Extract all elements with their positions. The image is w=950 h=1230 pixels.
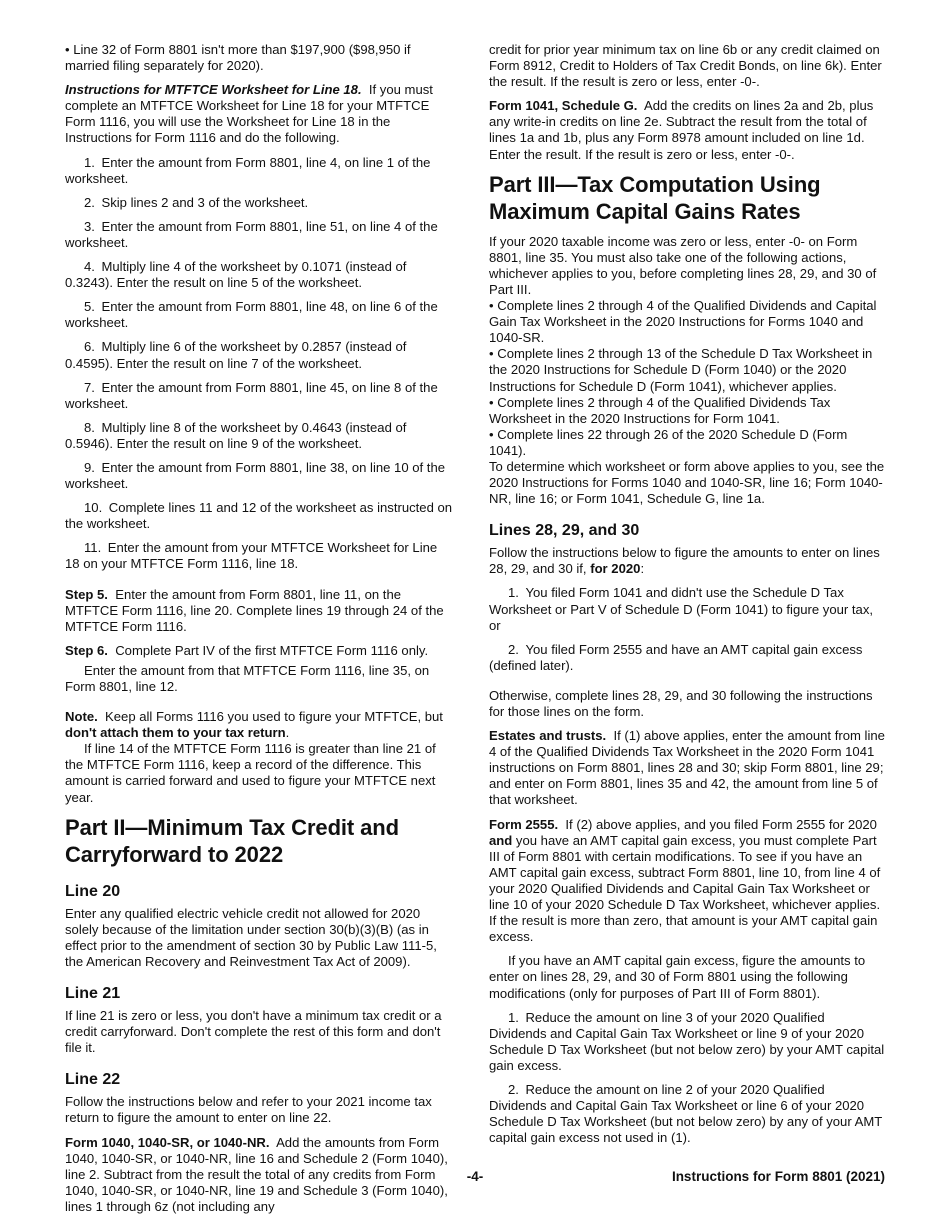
step-item: 11. Enter the amount from your MTFTCE Worksheet for Line 18 on your MTFTCE Form 1116, line 18. [65, 540, 438, 572]
right-column [489, 42, 885, 1154]
step5-paragraph [65, 587, 453, 635]
part3-bullet: • Complete lines 2 through 4 of the Qualified Dividends and Capital Gain Tax Worksheet in the 2020 Instructions for Forms 1040 and 1040-SR. [489, 298, 885, 346]
step6-label: Step 6. [65, 642, 108, 658]
mtftce-text: If you must complete an MTFTCE Worksheet for Line 18 for your MTFTCE Form 1116, you will use the Worksheet for Line 18 in the Instructions for Form 1116 and do the following. [65, 82, 433, 146]
modification-item: 1. Reduce the amount on line 3 of your 2020 Qualified Dividends and Capital Gain Tax Worksheet or line 9 of your 2020 Schedule D Tax Worksheet (but not below zero) by your AMT capital gain excess. [489, 1009, 885, 1073]
form1040-label: Form 1040, 1040-SR, or 1040-NR. [65, 1134, 270, 1150]
step-item: 7. Enter the amount from Form 8801, line 45, on line 8 of the worksheet. [65, 379, 438, 411]
page-number: -4- [466, 1169, 484, 1184]
lines2830-text [489, 545, 885, 577]
estates-label: Estates and trusts. [489, 728, 607, 744]
mtftce-heading: Instructions for MTFTCE Worksheet for Line 18. [65, 82, 362, 98]
step-item: 8. Multiply line 8 of the worksheet by 0.4643 (instead of 0.5946). Enter the result on line 9 of the worksheet. [65, 419, 407, 451]
part3-bullet: • Complete lines 2 through 4 of the Qualified Dividends Tax Worksheet in the 2020 Instructions for Form 1041. [489, 395, 885, 427]
step6-text: Complete Part IV of the first MTFTCE Form 1116 only. [115, 642, 429, 658]
step6-paragraph [65, 643, 453, 659]
note-label: Note. [65, 709, 98, 725]
line20-heading: Line 20 [65, 882, 121, 900]
step-item: 3. Enter the amount from Form 8801, line 51, on line 4 of the worksheet. [65, 218, 438, 250]
part3-title: Part III—Tax Computation Using Maximum Capital Gains Rates [489, 171, 821, 224]
lines2830-heading: Lines 28, 29, and 30 [489, 522, 640, 540]
estates-text: If (1) above applies, enter the amount from line 4 of the Qualified Dividends Tax Worksheet in the 2020 Form 1041 instructions on Form 8801, lines 28 and 30; skip Form 8801, line 29; and enter on Form 8801, lines 35 and 42, the amount from line 5 of that worksheet. [489, 728, 885, 808]
note-end: . [285, 725, 290, 741]
step5-text: Enter the amount from Form 8801, line 11, on the MTFTCE Form 1116, line 20. Complete lines 19 through 24 of the MTFTCE Form 1116. [65, 586, 444, 634]
form1041g-paragraph [489, 98, 885, 162]
step5-label: Step 5. [65, 586, 108, 602]
step-item: 1. Enter the amount from Form 8801, line 4, on line 1 of the worksheet. [65, 154, 431, 186]
line20-text: Enter any qualified electric vehicle credit not allowed for 2020 solely because of the limitation under section 30(b)(3)(B) (as in effect prior to the amendment of section 30 by Public Law 111-5, the American Recovery and Reinvestment Tax Act of 2009). [65, 905, 437, 969]
left-column [65, 42, 453, 1223]
lines2830-bold: for 2020 [590, 561, 641, 577]
form1041g-text: Add the credits on lines 2a and 2b, plus any write-in credits on line 2e. Subtract the result from the total of lines 1a and 1b, plus any Form 8978 amount included on line 1d. Enter the result. If the result is zero or less, enter -0-. [489, 98, 874, 162]
line21-text: If line 21 is zero or less, you don't have a minimum tax credit or a credit carryforward. Don't complete the rest of this form and don't file it. [65, 1008, 442, 1056]
line21-heading: Line 21 [65, 985, 121, 1003]
form2555-text-1: If (2) above applies, and you filed Form 2555 for 2020 [565, 816, 877, 832]
part2-title: Part II—Minimum Tax Credit and Carryforward to 2022 [65, 814, 399, 867]
part3-bullet: • Complete lines 2 through 13 of the Schedule D Tax Worksheet in the 2020 Instructions for Schedule D (Form 1040) or the 2020 Instructions for Schedule D (Form 1041), whichever applies. [489, 346, 885, 394]
mtftce-instructions [65, 82, 453, 146]
amt-excess-text: If you have an AMT capital gain excess, figure the amounts to enter on lines 28, 29, and 30 of Form 8801 using the following modifications (only for purposes of Part III of Form 8801). [489, 953, 866, 1001]
form2555-and: and [489, 832, 513, 848]
line22-text: Follow the instructions below and refer to your 2021 income tax return to figure the amount to enter on line 22. [65, 1094, 432, 1126]
form1040-text: Add the amounts from Form 1040, 1040-SR, or 1040-NR, line 16 and Schedule 2 (Form 1040), line 2. Subtract from the result the total of any credits from Form 1040, 1040-SR, or 1040-NR, line 19 and Schedule 3 (Form 1040), lines 1 through 6z (not including any [65, 1134, 448, 1214]
lines2830-end: : [640, 561, 645, 577]
form2555-paragraph [489, 817, 885, 946]
form2555-label: Form 2555. [489, 816, 559, 832]
step-item: 4. Multiply line 4 of the worksheet by 0.1071 (instead of 0.3243). Enter the result on line 5 of the worksheet. [65, 259, 407, 291]
bullet-line32: • Line 32 of Form 8801 isn't more than $197,900 ($98,950 if married filing separately for 2020). [65, 42, 453, 74]
continued-text: credit for prior year minimum tax on line 6b or any credit claimed on Form 8912, Credit to Holders of Tax Credit Bonds, on line 6k). Enter the result. If the result is zero or less, enter -0-. [489, 42, 882, 90]
step-item: 9. Enter the amount from Form 8801, line 38, on line 10 of the worksheet. [65, 459, 446, 492]
part3-intro: If your 2020 taxable income was zero or less, enter -0- on Form 8801, line 35. You must also take one of the following actions, whichever applies to you, before completing lines 28, 29, and 30 of Part III. [489, 233, 877, 297]
step-item: 10. Complete lines 11 and 12 of the worksheet as instructed on the worksheet. [65, 500, 453, 532]
form1041g-label: Form 1041, Schedule G. [489, 98, 638, 114]
line22-heading: Line 22 [65, 1071, 121, 1089]
step-item: 5. Enter the amount from Form 8801, line 48, on line 6 of the worksheet. [65, 299, 438, 331]
otherwise-text: Otherwise, complete lines 28, 29, and 30 following the instructions for those lines on the form. [489, 687, 873, 719]
step-item: 2. Skip lines 2 and 3 of the worksheet. [84, 194, 309, 210]
modification-item: 2. Reduce the amount on line 2 of your 2020 Qualified Dividends and Capital Gain Tax Worksheet or line 6 of your 2020 Schedule D Tax Worksheet (but not below zero) by any of your AMT capital gain excess not used in (1). [489, 1081, 883, 1146]
document-title: Instructions for Form 8801 (2021) [671, 1169, 885, 1184]
condition-item: 2. You filed Form 2555 and have an AMT capital gain excess (defined later). [489, 641, 863, 673]
estates-paragraph [489, 728, 885, 808]
form2555-text-2: you have an AMT capital gain excess, you must complete Part III of Form 8801 with certain modifications. To see if you have an AMT capital gain excess, subtract Form 8801, line 10, from line 4 of your 2020 Qualified Dividends and Capital Gain Tax Worksheet or line 10 of your 2020 Schedule D Tax Worksheet, whichever applies. If the result is more than zero, that amount is your AMT capital gain excess. [489, 832, 881, 945]
note-text: Keep all Forms 1116 you used to figure your MTFTCE, but [105, 709, 443, 725]
note-paragraph-2: If line 14 of the MTFTCE Form 1116 is greater than line 21 of the MTFTCE Form 1116, keep a record of the difference. This amount is carried forward and used to figure your MTFTCE next year. [65, 741, 436, 805]
step6-text-2: Enter the amount from that MTFTCE Form 1116, line 35, on Form 8801, line 12. [65, 662, 430, 694]
lines2830-text-main: Follow the instructions below to figure the amounts to enter on lines 28, 29, and 30 if, [489, 545, 880, 577]
step-item: 6. Multiply line 6 of the worksheet by 0.2857 (instead of 0.4595). Enter the result on line 7 of the worksheet. [65, 339, 407, 371]
note-paragraph [65, 709, 453, 741]
part3-bullet: • Complete lines 22 through 26 of the 2020 Schedule D (Form 1041). [489, 427, 885, 459]
condition-item: 1. You filed Form 1041 and didn't use the Schedule D Tax Worksheet or Part V of Schedule D (Form 1041) to figure your tax, or [489, 585, 874, 633]
note-bold: don't attach them to your tax return [65, 725, 286, 741]
determine-text: To determine which worksheet or form above applies to you, see the 2020 Instructions for Forms 1040 and 1040-SR, line 16; Form 1040-NR, line 16; or Form 1041, Schedule G, line 1a. [489, 458, 885, 507]
